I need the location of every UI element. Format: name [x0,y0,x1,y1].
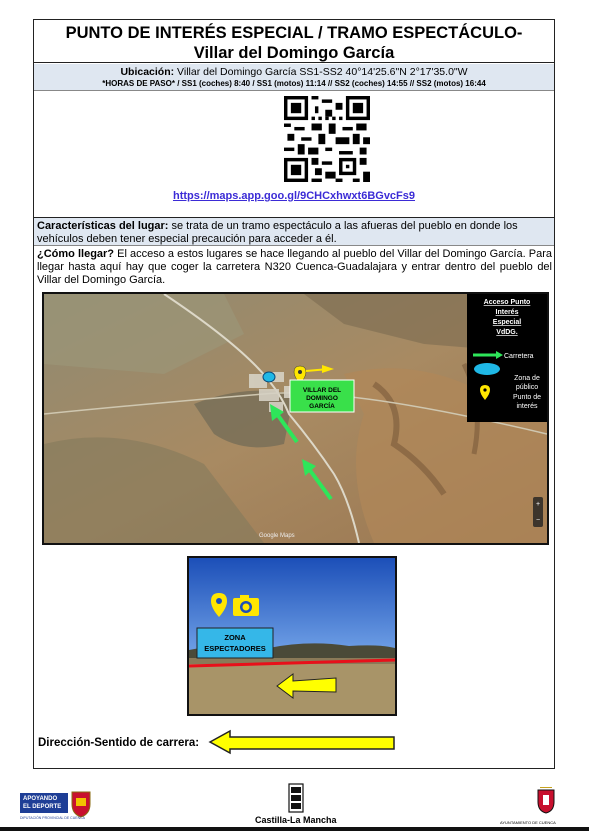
title-line-1: PUNTO DE INTERÉS ESPECIAL / TRAMO ESPECTÁCULO- [65,24,523,42]
svg-text:Acceso Punto: Acceso Punto [483,299,531,306]
qr-code[interactable] [284,96,370,182]
svg-text:ZONA: ZONA [224,633,246,642]
how-to-arrive-section [37,248,552,287]
svg-text:interés: interés [516,403,538,410]
characteristics-section [34,218,554,246]
svg-text:+: + [535,501,541,508]
satellite-map[interactable] [42,292,549,545]
map-image [44,294,547,543]
passing-hours: *HORAS DE PASO* / SS1 (coches) 8:40 / SS1 (motos) 11:14 // SS2 (coches) 14:55 // SS2 (motos) 16:44 [102,79,486,88]
svg-text:público: público [515,384,539,391]
maps-link[interactable]: https://maps.app.goo.gl/9CHCxhwxt6BGvcFs9 [172,190,416,202]
svg-text:VILLAR DEL: VILLAR DEL [302,387,342,394]
location-value: Villar del Domingo García SS1-SS2 40°14'25.6"N 2°17'35.0"W [174,66,468,78]
race-direction-label: Dirección-Sentido de carrera: [38,737,200,749]
characteristics-text: se trata de un tramo espectáculo a las afueras del pueblo en donde los vehículos deben tener especial precaución para acceder a él. [37,220,518,245]
svg-text:Google Maps: Google Maps [259,533,295,539]
castilla-la-mancha-logo-text: Castilla-La Mancha [255,815,337,825]
page-title [34,20,554,63]
location-label: Ubicación: [120,66,175,78]
svg-text:−: − [535,517,541,524]
footer-logos [0,780,589,831]
characteristics-label: Características del lugar: [37,220,169,232]
castilla-la-mancha-emblem-icon [286,783,306,813]
svg-text:Interés: Interés [495,309,519,316]
shield-icon [70,790,92,818]
svg-text:Zona de: Zona de [514,375,540,382]
bottom-border [0,827,589,831]
how-to-arrive-label: ¿Cómo llegar? [37,248,115,260]
apoyando-deporte-logo [20,793,68,813]
diputacion-text: DIPUTACIÓN PROVINCIAL DE CUENCA [20,816,85,820]
logo-text-2: EL DEPORTE [23,804,62,810]
race-direction-arrow [208,729,398,755]
svg-text:GARCÍA: GARCÍA [309,403,335,410]
spectator-photo [187,556,397,716]
location-section [34,64,554,91]
cuenca-coat-of-arms-icon [536,784,556,814]
logo-text-1: APOYANDO [23,796,58,802]
svg-text:VdDG.: VdDG. [496,329,518,336]
title-line-2: Villar del Domingo García [193,44,395,62]
how-to-arrive-text: El acceso a estos lugares se hace llegando al pueblo del Villar del Domingo García. Para llegar hasta aquí hay que coger la carretera N320 Cuenca-Guadalajara y entrar dentro del pueblo del Villar del Domingo García. [37,248,552,286]
svg-text:Especial: Especial [492,319,522,326]
svg-text:Punto de: Punto de [512,394,542,401]
svg-text:ESPECTADORES: ESPECTADORES [204,644,266,653]
ayuntamiento-text: AYUNTAMIENTO DE CUENCA [500,820,556,825]
photo-image [189,558,395,714]
qr-section [34,92,554,218]
svg-text:DOMINGO: DOMINGO [306,395,338,402]
svg-text:Carretera: Carretera [504,353,534,360]
